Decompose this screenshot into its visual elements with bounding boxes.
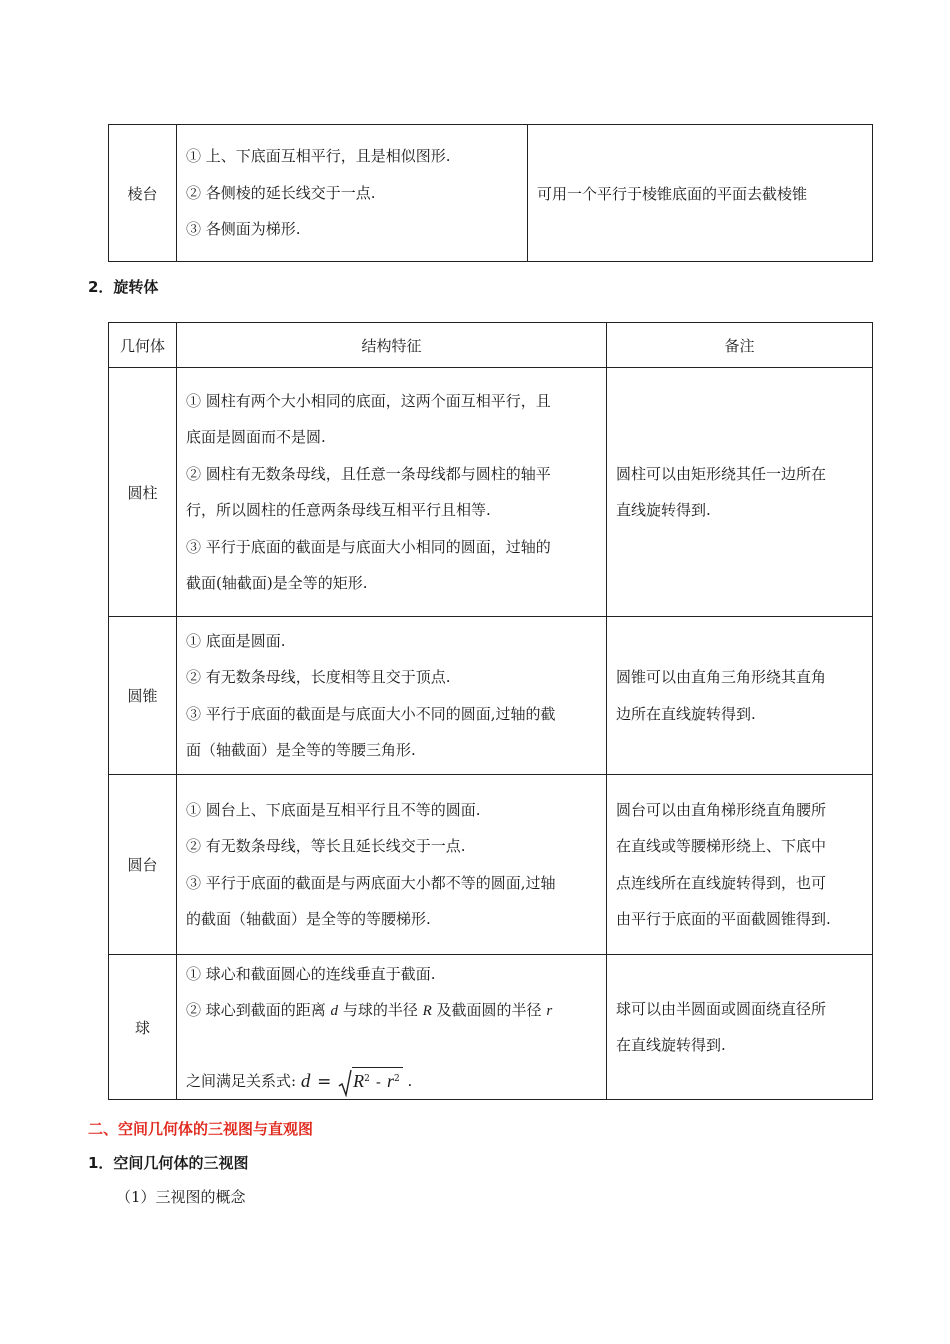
sub-item-concept: （1）三视图的概念 bbox=[116, 1188, 246, 1206]
cone-features bbox=[177, 617, 607, 775]
feature-line: 底面是圆面而不是圆. bbox=[186, 428, 326, 446]
feature-line: 行，所以圆柱的任意两条母线互相平行且相等. bbox=[186, 501, 491, 519]
frustum-pyramid-name: 棱台 bbox=[109, 125, 177, 262]
feature-line: ③ 各侧面为梯形. bbox=[186, 220, 301, 239]
feature-line: ② 有无数条母线，长度相等且交于顶点. bbox=[186, 668, 451, 686]
cylinder-features bbox=[177, 368, 607, 617]
note-line: 由平行于底面的平面截圆锥得到. bbox=[616, 910, 831, 928]
header-solid: 几何体 bbox=[109, 323, 177, 368]
table-row-sphere bbox=[109, 955, 873, 1100]
feature-line: 截面(轴截面)是全等的矩形. bbox=[186, 574, 368, 592]
note-line: 在直线旋转得到. bbox=[616, 1036, 726, 1054]
sqrt-icon bbox=[338, 1069, 352, 1097]
frustum-name: 圆台 bbox=[109, 775, 177, 955]
section-title-three-views: 二、空间几何体的三视图与直观图 bbox=[88, 1120, 314, 1138]
rotation-solids-table bbox=[108, 322, 873, 1100]
feature-line: ② 有无数条母线，等长且延长线交于一点. bbox=[186, 837, 466, 855]
cylinder-note bbox=[607, 368, 873, 617]
header-note: 备注 bbox=[607, 323, 873, 368]
sphere-name: 球 bbox=[109, 955, 177, 1100]
feature-line: ① 圆柱有两个大小相同的底面，这两个面互相平行，且 bbox=[186, 391, 551, 410]
feature-line: ② 各侧棱的延长线交于一点. bbox=[186, 183, 376, 202]
formula-line: 之间满足关系式: $d = R^2 - r^2$ . bbox=[186, 1064, 597, 1099]
table-header-row bbox=[109, 323, 873, 368]
note-line: 圆锥可以由直角三角形绕其直角 bbox=[616, 668, 827, 686]
note-line: 直线旋转得到. bbox=[616, 501, 711, 519]
frustum-pyramid-note: 可用一个平行于棱锥底面的平面去截棱锥 bbox=[528, 125, 873, 262]
frustum-features bbox=[177, 775, 607, 955]
table-row-frustum bbox=[109, 775, 873, 955]
feature-line: 的截面（轴截面）是全等的等腰梯形. bbox=[186, 910, 431, 928]
distance-formula: $d = R^2 - r^2$ bbox=[301, 1065, 403, 1099]
feature-line: 面（轴截面）是全等的等腰三角形. bbox=[186, 741, 416, 759]
sphere-features bbox=[177, 955, 607, 1100]
feature-line: ① 底面是圆面. bbox=[186, 631, 286, 650]
sphere-note bbox=[607, 955, 873, 1100]
note-line: 圆台可以由直角梯形绕直角腰所 bbox=[616, 800, 827, 819]
header-features: 结构特征 bbox=[177, 323, 607, 368]
table-row-cone bbox=[109, 617, 873, 775]
section-heading-rotation-solids: 2．旋转体 bbox=[88, 278, 159, 296]
feature-line: ③ 平行于底面的截面是与底面大小相同的圆面，过轴的 bbox=[186, 537, 551, 556]
feature-line: ② 球心到截面的距离 d 与球的半径 R 及截面圆的半径 r bbox=[186, 1001, 553, 1019]
feature-line: ① 上、下底面互相平行，且是相似图形. bbox=[186, 147, 451, 166]
frustum-pyramid-features bbox=[177, 125, 528, 262]
frustum-pyramid-table bbox=[108, 124, 873, 262]
note-line: 在直线或等腰梯形绕上、下底中 bbox=[616, 837, 827, 855]
cone-note bbox=[607, 617, 873, 775]
cone-name: 圆锥 bbox=[109, 617, 177, 775]
note-line: 球可以由半圆面或圆面绕直径所 bbox=[616, 999, 827, 1018]
var-r: r bbox=[546, 1003, 553, 1019]
sub-heading-three-views: 1．空间几何体的三视图 bbox=[88, 1154, 249, 1172]
note-line: 边所在直线旋转得到. bbox=[616, 704, 756, 723]
frustum-note bbox=[607, 775, 873, 955]
feature-line: ① 球心和截面圆心的连线垂直于截面. bbox=[186, 964, 436, 983]
cylinder-name: 圆柱 bbox=[109, 368, 177, 617]
note-line: 点连线所在直线旋转得到，也可 bbox=[616, 873, 827, 892]
var-R: R bbox=[422, 1003, 432, 1019]
feature-line: ② 圆柱有无数条母线，且任意一条母线都与圆柱的轴平 bbox=[186, 464, 551, 483]
table-row-cylinder bbox=[109, 368, 873, 617]
feature-line: ① 圆台上、下底面是互相平行且不等的圆面. bbox=[186, 800, 481, 819]
note-line: 圆柱可以由矩形绕其任一边所在 bbox=[616, 464, 827, 483]
feature-line: ③ 平行于底面的截面是与底面大小不同的圆面,过轴的截 bbox=[186, 704, 556, 723]
feature-line: ③ 平行于底面的截面是与两底面大小都不等的圆面,过轴 bbox=[186, 873, 556, 892]
var-d: d bbox=[330, 1003, 339, 1019]
